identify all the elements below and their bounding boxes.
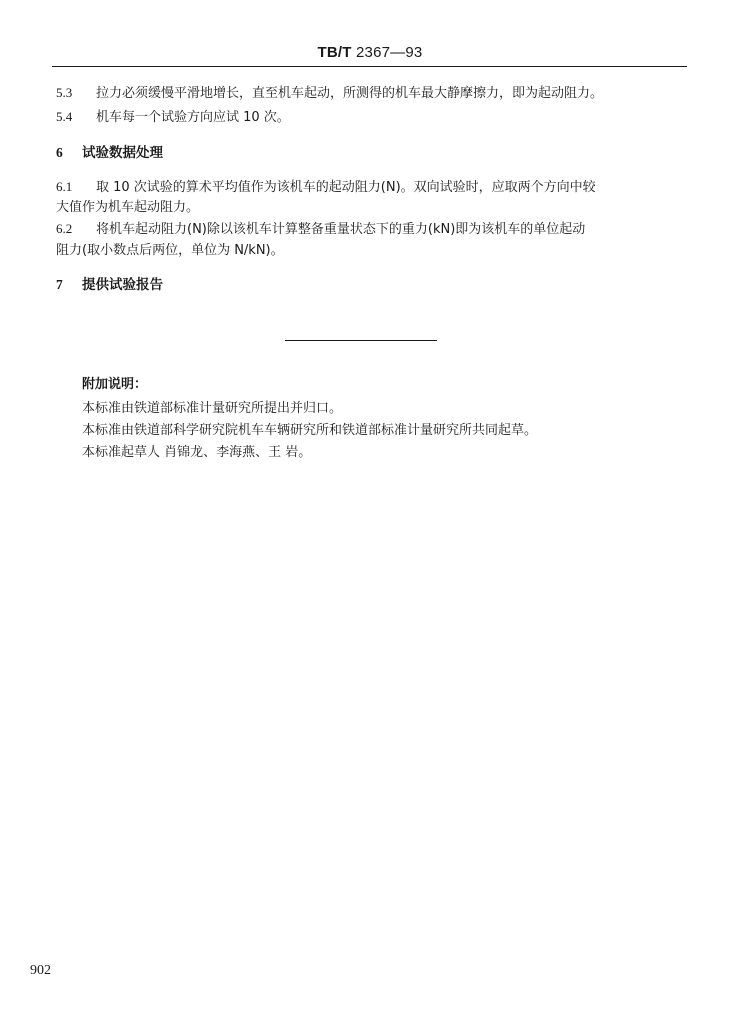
clause-number: 6.1	[56, 179, 73, 194]
header-rule	[52, 66, 687, 67]
page-number: 902	[30, 963, 51, 978]
clause-6-2	[56, 220, 585, 239]
clause-6-1-continuation	[56, 199, 199, 217]
section-title: 试验数据处理	[82, 145, 163, 161]
clause-text-line1: 取 10 次试验的算术平均值作为该机车的起动阻力(N)。双向试验时，应取两个方向中较	[96, 180, 596, 195]
notes-line: 本标准由铁道部科学研究院机车车辆研究所和铁道部标准计量研究所共同起草。	[82, 423, 538, 438]
standard-code: TB/T	[317, 44, 352, 61]
clause-number: 5.3	[56, 85, 73, 100]
clause-5-3	[56, 84, 603, 103]
clause-text-line1: 将机车起动阻力(N)除以该机车计算整备重量状态下的重力(kN)即为该机车的单位起动	[96, 222, 586, 237]
clause-text: 机车每一个试验方向应试 10 次。	[96, 110, 290, 125]
section-number: 7	[56, 277, 63, 292]
end-of-standard-rule	[285, 340, 437, 341]
clause-text-line2: 大值作为机车起动阻力。	[56, 200, 200, 215]
page-header	[0, 44, 740, 61]
standard-number: 2367—93	[356, 44, 423, 61]
notes-line: 本标准起草人 肖锦龙、李海燕、王 岩。	[82, 445, 312, 460]
clause-text: 拉力必须缓慢平滑地增长，直至机车起动，所测得的机车最大静摩擦力，即为起动阻力。	[96, 86, 604, 101]
notes-line: 本标准由铁道部标准计量研究所提出并归口。	[82, 401, 343, 416]
section-number: 6	[56, 145, 63, 160]
clause-6-2-continuation	[56, 242, 284, 260]
notes-title: 附加说明：	[82, 377, 148, 392]
clause-number: 6.2	[56, 221, 73, 236]
clause-number: 5.4	[56, 109, 73, 124]
clause-6-1	[56, 178, 596, 197]
section-title: 提供试验报告	[82, 277, 163, 293]
clause-text-line2: 阻力(取小数点后两位，单位为 N/kN)。	[56, 243, 284, 258]
clause-5-4	[56, 108, 290, 127]
section-6-heading	[56, 144, 163, 162]
section-7-heading	[56, 276, 163, 294]
